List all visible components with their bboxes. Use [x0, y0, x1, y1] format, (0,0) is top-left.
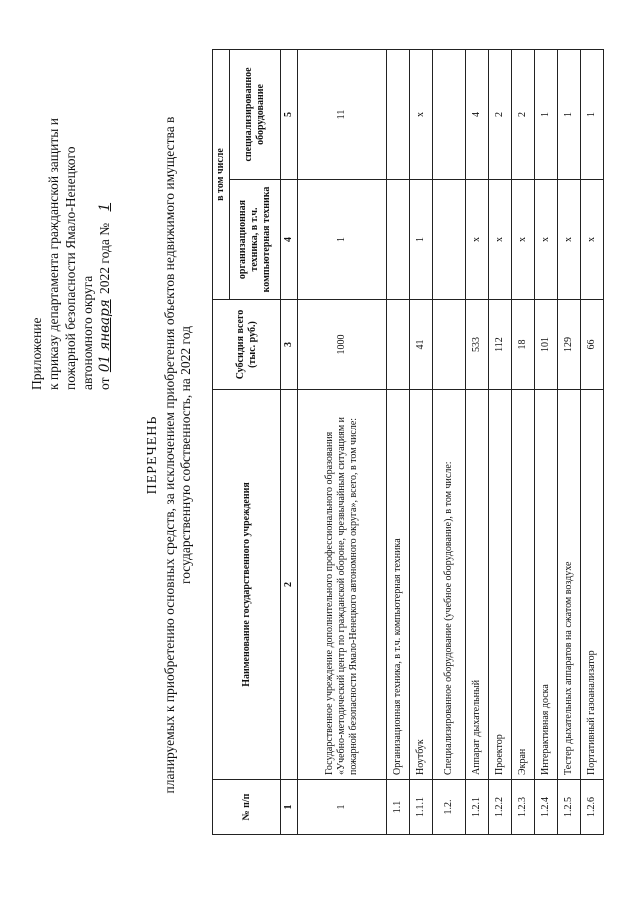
table-row	[298, 49, 387, 834]
cell-org: x	[581, 180, 604, 300]
cell-subsidy: 112	[489, 300, 512, 390]
cell-spec: 2	[489, 49, 512, 179]
cell-subsidy: 41	[410, 300, 433, 390]
appendix-block	[28, 80, 114, 390]
table-row	[558, 49, 581, 834]
cell-spec: 1	[558, 49, 581, 179]
cell-subsidy: 129	[558, 300, 581, 390]
table-row	[410, 49, 433, 834]
cell-num: 1.1	[387, 780, 410, 835]
handwritten-date: 01 января	[97, 299, 113, 373]
subtitle-line-1: планируемых к приобретению основных средств, за исключением приобретения объектов недвижимого имущества в	[162, 116, 177, 794]
cell-name: Тестер дыхательных аппаратов на сжатом воздухе	[558, 390, 581, 780]
cell-org	[387, 180, 410, 300]
cell-spec: x	[410, 49, 433, 179]
cell-org: 1	[298, 180, 387, 300]
cell-subsidy	[387, 300, 410, 390]
cell-spec	[433, 49, 466, 179]
cell-num: 1.2.1	[466, 780, 489, 835]
cell-name: Проектор	[489, 390, 512, 780]
table-row	[466, 49, 489, 834]
cell-subsidy	[433, 300, 466, 390]
header-subsidy: Субсидия всего (тыс. руб.)	[213, 300, 281, 390]
header-org: организационная техника, в т.ч. компьютерная техника	[230, 180, 281, 300]
cell-org: x	[466, 180, 489, 300]
table-row	[581, 49, 604, 834]
cell-spec: 1	[581, 49, 604, 179]
cell-name: Специализированное оборудование (учебное оборудование), в том числе:	[433, 390, 466, 780]
cell-org	[433, 180, 466, 300]
cell-num: 1	[298, 780, 387, 835]
cell-spec: 1	[535, 49, 558, 179]
cell-name: Экран	[512, 390, 535, 780]
index-cell: 5	[281, 49, 298, 179]
appendix-line-3: пожарной безопасности Ямало-Ненецкого	[63, 146, 78, 390]
cell-org: x	[558, 180, 581, 300]
cell-subsidy: 66	[581, 300, 604, 390]
cell-org: x	[489, 180, 512, 300]
cell-subsidy: 533	[466, 300, 489, 390]
subtitle-line-2: государственную собственность, на 2022 год	[178, 326, 193, 584]
cell-org: x	[512, 180, 535, 300]
index-cell: 3	[281, 300, 298, 390]
document-heading	[144, 45, 194, 865]
table-wrapper	[212, 50, 604, 835]
appendix-line-2: к приказу департамента гражданской защиты и	[46, 118, 61, 390]
cell-name: Ноутбук	[410, 390, 433, 780]
cell-subsidy: 1000	[298, 300, 387, 390]
appendix-line-4: автономного округа	[80, 275, 95, 390]
year-text: 2022 года №	[97, 222, 112, 294]
header-name: Наименование государственного учреждения	[213, 390, 281, 780]
header-group: в том числе	[213, 49, 230, 299]
table-row	[535, 49, 558, 834]
cell-num: 1.2.2	[489, 780, 512, 835]
cell-spec: 11	[298, 49, 387, 179]
table-row	[512, 49, 535, 834]
appendix-date-line	[96, 80, 114, 390]
header-num: № п/п	[213, 780, 281, 835]
table-row	[387, 49, 410, 834]
index-cell: 2	[281, 390, 298, 780]
index-cell: 1	[281, 780, 298, 835]
cell-name: Интерактивная доска	[535, 390, 558, 780]
cell-num: 1.2.3	[512, 780, 535, 835]
date-prefix: от	[97, 377, 112, 390]
cell-name: Организационная техника, в т.ч. компьютерная техника	[387, 390, 410, 780]
index-row	[281, 49, 298, 834]
cell-num: 1.2.4	[535, 780, 558, 835]
cell-num: 1.2.5	[558, 780, 581, 835]
cell-spec: 4	[466, 49, 489, 179]
table-row	[433, 49, 466, 834]
header-spec: специализированное оборудование	[230, 49, 281, 179]
table-row	[489, 49, 512, 834]
cell-num: 1.1.1	[410, 780, 433, 835]
cell-name: Аппарат дыхательный	[466, 390, 489, 780]
index-cell: 4	[281, 180, 298, 300]
appendix-line-1: Приложение	[29, 317, 44, 390]
cell-name: Портативный газоанализатор	[581, 390, 604, 780]
cell-spec: 2	[512, 49, 535, 179]
subsidy-table	[212, 49, 604, 835]
cell-org: 1	[410, 180, 433, 300]
cell-name: Государственное учреждение дополнительного профессионального образования «Учебно-методический центр по гражданской обороне, чрезвычайным ситуациям и пожарной безопасности Ямало-Ненецкого автономного округа», всего, в том числе:	[298, 390, 387, 780]
cell-org: x	[535, 180, 558, 300]
cell-spec	[387, 49, 410, 179]
cell-subsidy: 101	[535, 300, 558, 390]
header-row-1	[213, 49, 230, 834]
cell-num: 1.2.6	[581, 780, 604, 835]
handwritten-number: 1	[97, 202, 113, 212]
cell-subsidy: 18	[512, 300, 535, 390]
cell-num: 1.2.	[433, 780, 466, 835]
document-title: ПЕРЕЧЕНЬ	[145, 415, 160, 495]
